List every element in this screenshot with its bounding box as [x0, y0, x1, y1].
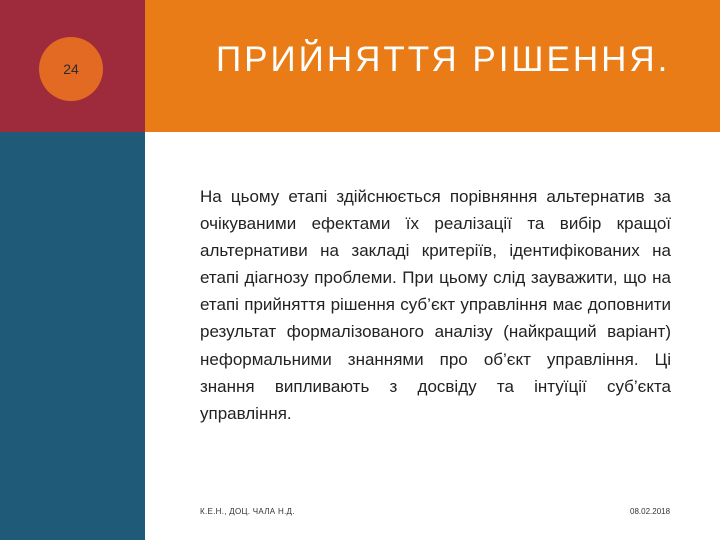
footer-author: К.Е.Н., ДОЦ. ЧАЛА Н.Д.: [200, 507, 295, 516]
decorative-block-bottom-left: [0, 132, 145, 540]
footer-date: 08.02.2018: [630, 507, 671, 516]
slide-title: ПРИЙНЯТТЯ РІШЕННЯ.: [216, 40, 671, 79]
slide-number-badge: [39, 37, 103, 101]
slide-body-text: На цьому етапі здійснюється порівняння альтернатив за очікуваними ефектами їх реалізації та вибір кращої альтернативи на закладі критеріїв, ідентифікованих на етапі діагнозу проблеми. При цьому слід зауважити, що на етапі прийняття рішення суб’єкт управління має доповнити результат формалізованого аналізу (найкращий варіант) неформальними знаннями про об’єкт управління. Ці знання випливають з досвіду та інтуїції суб’єкта управління.: [200, 187, 671, 423]
slide-number: 24: [63, 61, 79, 77]
